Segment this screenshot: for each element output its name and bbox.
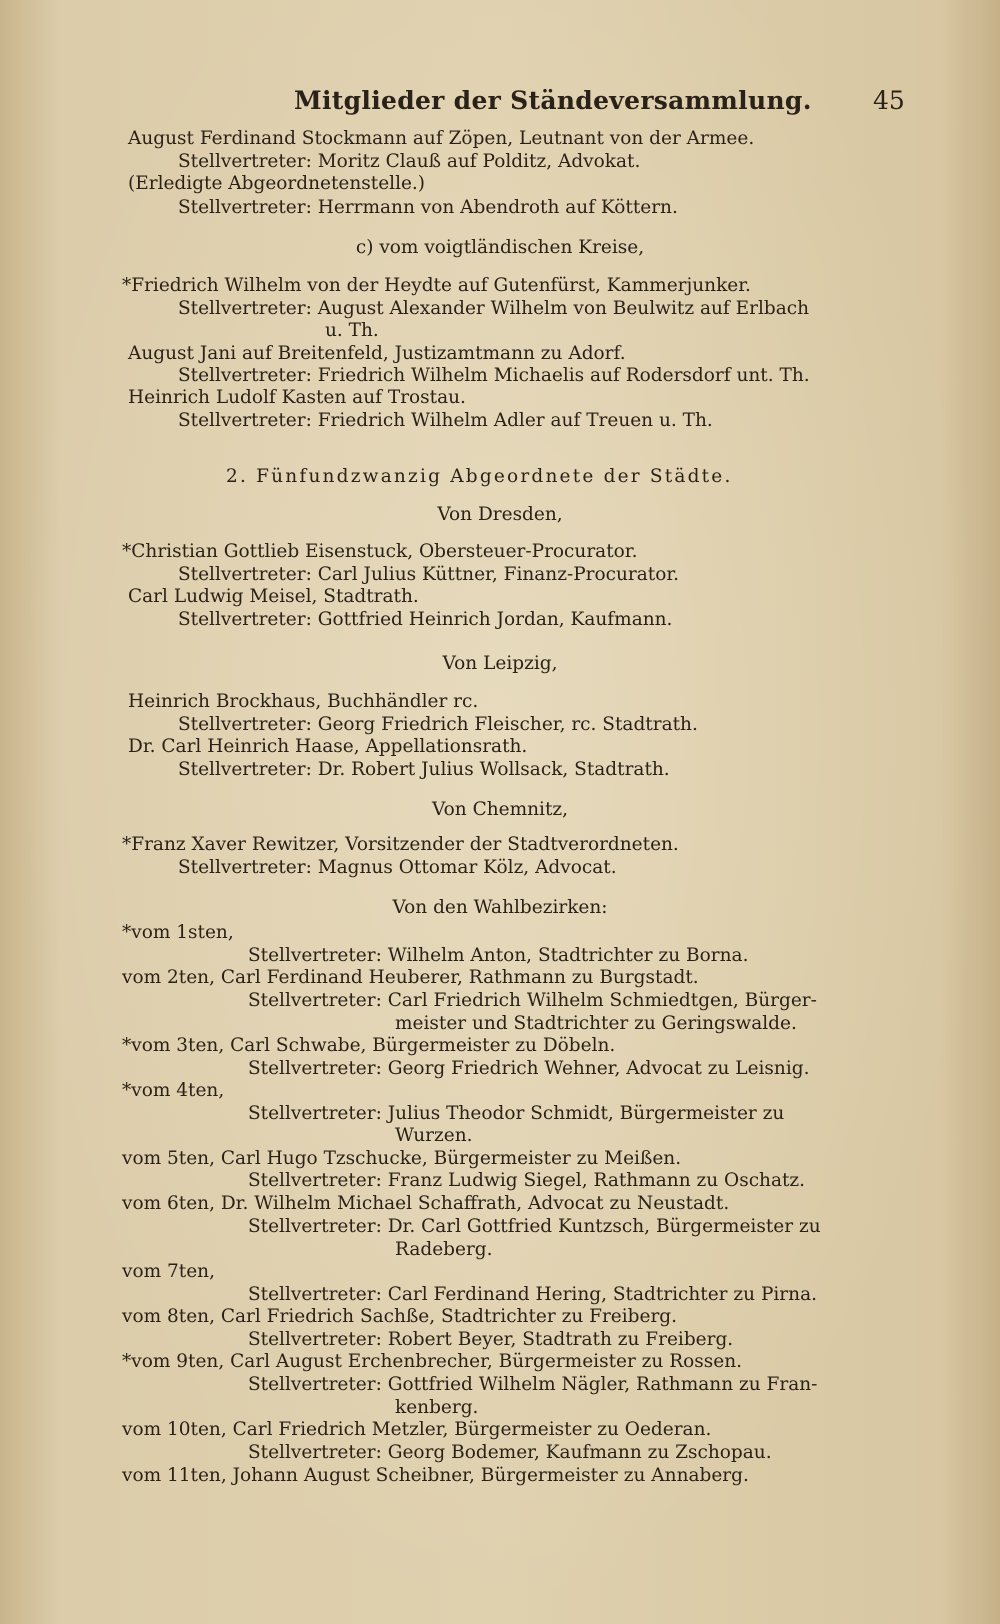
text-line: Stellvertreter: Herrmann von Abendroth auf Köttern. xyxy=(178,197,678,218)
text-line: Stellvertreter: Georg Friedrich Fleischer, rc. Stadtrath. xyxy=(178,714,698,735)
text-line: vom 10ten, Carl Friedrich Metzler, Bürgermeister zu Oederan. xyxy=(122,1419,712,1440)
text-line: Stellvertreter: Moritz Clauß auf Polditz, Advokat. xyxy=(178,151,641,172)
text-line: u. Th. xyxy=(325,320,379,341)
text-line: Radeberg. xyxy=(395,1239,493,1260)
section-heading: Von Leipzig, xyxy=(442,653,558,674)
text-line: vom 8ten, Carl Friedrich Sachße, Stadtrichter zu Freiberg. xyxy=(122,1306,678,1327)
text-line: *vom 3ten, Carl Schwabe, Bürgermeister zu Döbeln. xyxy=(122,1035,616,1056)
text-line: Heinrich Brockhaus, Buchhändler rc. xyxy=(128,691,479,712)
text-line: Stellvertreter: Franz Ludwig Siegel, Rathmann zu Oschatz. xyxy=(248,1170,806,1191)
text-line: (Erledigte Abgeordnetenstelle.) xyxy=(128,173,426,194)
running-header xyxy=(0,86,1000,120)
text-line: Stellvertreter: Friedrich Wilhelm Adler auf Treuen u. Th. xyxy=(178,410,713,431)
text-line: Stellvertreter: Georg Friedrich Wehner, Advocat zu Leisnig. xyxy=(248,1058,810,1079)
section-heading: Von Dresden, xyxy=(437,504,563,525)
text-line: Stellvertreter: Gottfried Heinrich Jordan, Kaufmann. xyxy=(178,609,673,630)
text-line: August Ferdinand Stockmann auf Zöpen, Leutnant von der Armee. xyxy=(128,128,755,149)
text-line: *Friedrich Wilhelm von der Heydte auf Gutenfürst, Kammerjunker. xyxy=(122,275,751,296)
text-line: Stellvertreter: Carl Julius Küttner, Finanz-Procurator. xyxy=(178,564,680,585)
page-number: 45 xyxy=(873,86,905,115)
text-line: Heinrich Ludolf Kasten auf Trostau. xyxy=(128,387,466,408)
page-title: Mitglieder der Ständeversammlung. xyxy=(294,86,812,115)
text-line: vom 2ten, Carl Ferdinand Heuberer, Rathmann zu Burgstadt. xyxy=(122,967,699,988)
text-line: *vom 1sten, xyxy=(122,922,234,943)
text-line: Dr. Carl Heinrich Haase, Appellationsrath. xyxy=(128,736,528,757)
section-heading: Von den Wahlbezirken: xyxy=(392,897,608,918)
text-line: Stellvertreter: Gottfried Wilhelm Nägler, Rathmann zu Fran- xyxy=(248,1374,818,1395)
text-line: Stellvertreter: Wilhelm Anton, Stadtrichter zu Borna. xyxy=(248,945,749,966)
section-heading: Von Chemnitz, xyxy=(431,799,569,820)
text-line: Stellvertreter: Dr. Carl Gottfried Kuntzsch, Bürgermeister zu xyxy=(248,1216,821,1237)
text-line: Stellvertreter: Magnus Ottomar Kölz, Advocat. xyxy=(178,857,617,878)
text-line: Stellvertreter: Julius Theodor Schmidt, Bürgermeister zu xyxy=(248,1103,785,1124)
text-line: *vom 9ten, Carl August Erchenbrecher, Bürgermeister zu Rossen. xyxy=(122,1351,743,1372)
text-line: *Franz Xaver Rewitzer, Vorsitzender der Stadtverordneten. xyxy=(122,834,679,855)
text-line: vom 7ten, xyxy=(122,1261,215,1282)
text-line: *Christian Gottlieb Eisenstuck, Obersteuer-Procurator. xyxy=(122,541,638,562)
text-line: 2. Fünfundzwanzig Abgeordnete der Städte. xyxy=(226,466,733,487)
section-heading: c) vom voigtländischen Kreise, xyxy=(355,237,645,258)
text-line: Carl Ludwig Meisel, Stadtrath. xyxy=(128,586,419,607)
text-line: vom 6ten, Dr. Wilhelm Michael Schaffrath, Advocat zu Neustadt. xyxy=(122,1193,730,1214)
text-line: Stellvertreter: Dr. Robert Julius Wollsack, Stadtrath. xyxy=(178,759,670,780)
text-line: Stellvertreter: Robert Beyer, Stadtrath zu Freiberg. xyxy=(248,1329,734,1350)
text-line: vom 11ten, Johann August Scheibner, Bürgermeister zu Annaberg. xyxy=(122,1465,749,1486)
text-line: Stellvertreter: Carl Ferdinand Hering, Stadtrichter zu Pirna. xyxy=(248,1284,817,1305)
text-line: Stellvertreter: Friedrich Wilhelm Michaelis auf Rodersdorf unt. Th. xyxy=(178,365,810,386)
text-line: vom 5ten, Carl Hugo Tzschucke, Bürgermeister zu Meißen. xyxy=(122,1148,682,1169)
text-line: August Jani auf Breitenfeld, Justizamtmann zu Adorf. xyxy=(128,343,626,364)
text-line: Stellvertreter: August Alexander Wilhelm von Beulwitz auf Erlbach xyxy=(178,298,810,319)
text-line: Stellvertreter: Georg Bodemer, Kaufmann zu Zschopau. xyxy=(248,1442,772,1463)
text-line: meister und Stadtrichter zu Geringswalde. xyxy=(395,1013,797,1034)
text-line: Stellvertreter: Carl Friedrich Wilhelm Schmiedtgen, Bürger- xyxy=(248,990,817,1011)
text-line: *vom 4ten, xyxy=(122,1080,225,1101)
text-line: Wurzen. xyxy=(395,1125,473,1146)
text-line: kenberg. xyxy=(395,1397,479,1418)
